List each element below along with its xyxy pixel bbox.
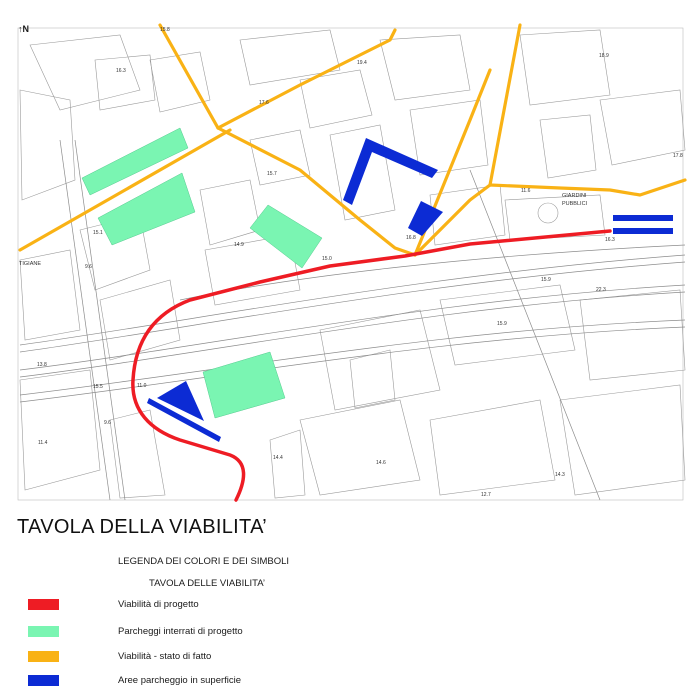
legend-swatch <box>28 675 59 686</box>
legend-swatch <box>28 626 59 637</box>
elevation-label: 22.3 <box>596 287 606 293</box>
elevation-label: 9.6 <box>104 420 111 426</box>
place-label-left: TIGIANE <box>19 261 42 267</box>
legend-label: Parcheggi interrati di progetto <box>118 626 243 637</box>
legend-item-viabilita-stato <box>28 651 358 665</box>
elevation-label: 16.8 <box>406 235 416 241</box>
legend-subheading: TAVOLA DELLE VIABILITA’ <box>149 578 265 589</box>
north-label: N <box>22 24 29 34</box>
parcheggi-interrati <box>82 128 322 418</box>
elevation-label: 15.7 <box>267 171 277 177</box>
north-arrow <box>18 24 29 34</box>
page-title: TAVOLA DELLA VIABILITA’ <box>17 516 267 538</box>
elevation-label: 9.6 <box>85 264 92 270</box>
legend-item-parcheggi-interrati <box>28 626 358 640</box>
elevation-label: 19.4 <box>357 60 367 66</box>
place-label-giardini: GIARDINI <box>562 193 587 199</box>
elevation-label: 14.9 <box>234 242 244 248</box>
legend-item-viabilita-progetto <box>28 599 358 613</box>
legend-label: Aree parcheggio in superficie <box>118 675 242 686</box>
legend-item-parcheggio-superficie <box>28 675 358 689</box>
elevation-label: 16.3 <box>605 237 615 243</box>
elevation-label: 12.7 <box>481 492 491 498</box>
elevation-label: 14.6 <box>376 460 386 466</box>
elevation-label: 13.8 <box>37 362 47 368</box>
elevation-label: 17.6 <box>259 100 269 106</box>
legend-label: Viabilità - stato di fatto <box>118 651 212 662</box>
legend-swatch <box>28 599 59 610</box>
north-arrow-icon: ↑ <box>18 24 23 34</box>
elevation-label: 17.8 <box>673 153 683 159</box>
legend-swatch <box>28 651 59 662</box>
elevation-label: 15.5 <box>93 384 103 390</box>
legend-heading: LEGENDA DEI COLORI E DEI SIMBOLI <box>118 556 290 567</box>
elevation-label: 16.3 <box>116 68 126 74</box>
legend-label: Viabilità di progetto <box>118 599 199 610</box>
elevation-label: 14.3 <box>555 472 565 478</box>
elevation-label: 15.8 <box>160 27 170 33</box>
elevation-label: 15.9 <box>541 277 551 283</box>
elevation-label: 11.4 <box>38 440 48 446</box>
elevation-label: 15.9 <box>497 321 507 327</box>
place-label-pubblici: PUBBLICI <box>562 201 588 207</box>
elevation-label: 15.0 <box>322 256 332 262</box>
road-viabilita-di-progetto <box>133 231 610 500</box>
elevation-label: 11.0 <box>137 383 147 389</box>
elevation-label: 18.9 <box>599 53 609 59</box>
elevation-label: 15.1 <box>93 230 103 236</box>
elevation-label: 11.6 <box>521 188 531 194</box>
elevation-label: 14.4 <box>273 455 283 461</box>
